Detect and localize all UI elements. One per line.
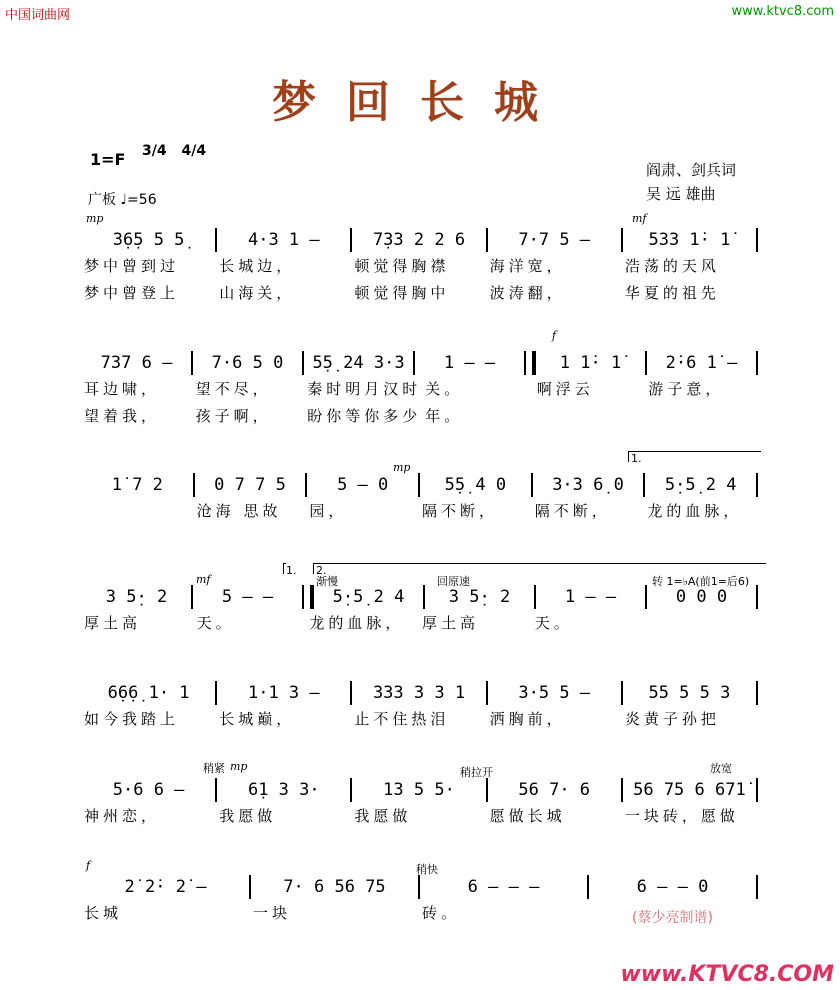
tempo-marking: 广板 ♩=56 (88, 192, 157, 208)
lyric-measure: 我愿做 (354, 807, 412, 825)
repeat-barline (302, 585, 314, 609)
expression-marking: 回原速 (437, 575, 470, 588)
dynamic-marking: mp (86, 212, 104, 225)
expression-marking: 稍快 (416, 863, 438, 876)
measure: 2̇ 2̇· 2̇ – (124, 877, 207, 897)
measure: 6̣1 3 3· (247, 780, 320, 800)
dynamic-marking: mf (196, 573, 211, 586)
lyric-measure: 秦时明月汉时 (307, 380, 422, 398)
notation-line (82, 228, 758, 252)
volta-bracket: 1. (628, 451, 761, 462)
measure: 7·7 5 – (518, 230, 591, 250)
measure: 1 – – (564, 587, 617, 607)
barline (756, 585, 758, 609)
lyric-measure: 沧海 思故 (196, 502, 282, 520)
dynamic-marking: mf (632, 212, 647, 225)
dynamic-marking: mp (230, 760, 248, 773)
song-title: 梦回长城 (272, 77, 568, 128)
lyric-measure: 隔不断， (534, 502, 611, 520)
measure: 2̇·6 1̇ – (665, 353, 738, 373)
lyric-measure: 一块砖，愿做 (624, 807, 739, 825)
measure: 5 – – (221, 587, 274, 607)
lyric-measure: 龙的血脉， (647, 502, 743, 520)
barline (756, 351, 758, 375)
measure: 3 5̣· 2 (448, 587, 511, 607)
lyric-measure: 顿觉得胸中 (354, 284, 450, 302)
lyric-measure: 洒胸前， (489, 710, 566, 728)
measure: 3̣6̣5 5 5̣ (112, 230, 185, 250)
measure: 737 6 – (100, 353, 173, 373)
measure: 1·1 3 – (247, 683, 320, 703)
measure: 4·3 1 – (247, 230, 320, 250)
credits (646, 158, 736, 206)
lyric-measure: 神州恋， (84, 807, 161, 825)
lyric-measure: 我愿做 (219, 807, 277, 825)
music-system (82, 212, 758, 306)
lyric-line (82, 497, 758, 524)
measure: 3 5̣· 2 (105, 587, 168, 607)
music-system (82, 452, 758, 524)
lyric-measure: 长城巅， (219, 710, 296, 728)
measure: 533 1̇· 1̇ (648, 230, 731, 250)
transcriber-credit: (蔡少亮制谱) (632, 910, 713, 926)
measure: 333 3 3 1 (372, 683, 466, 703)
notation-line (82, 875, 758, 899)
measure: 1 1̇· 1̇ (559, 353, 622, 373)
lyric-measure: 华夏的祖先 (624, 284, 720, 302)
lyric-measure: 望着我， (84, 407, 161, 425)
lyric-line (82, 802, 758, 829)
measure: 1 – – (443, 353, 496, 373)
measure: 5·6 6 – (112, 780, 185, 800)
dynamic-marking: f (552, 329, 557, 342)
measure: 1̇ 7 2 (111, 475, 163, 495)
music-system (82, 564, 758, 636)
measure: 56 7· 6 (518, 780, 591, 800)
lyric-measure: 园， (309, 502, 348, 520)
lyric-measure: 厚土高 (422, 614, 480, 632)
measure: 5̣5̣ 4 0 (444, 475, 507, 495)
lyric-measure: 浩荡的天风 (624, 257, 720, 275)
barline (756, 778, 758, 802)
lyric-measure: 盼你等你多少 (307, 407, 422, 425)
music-system (82, 760, 758, 829)
measure: 5̣5̣ 24 3·3 (312, 353, 405, 373)
expression-marking: 稍紧 (203, 762, 225, 775)
expression-marking: 稍拉开 (460, 766, 493, 779)
expression-marking: 转 1=♭A(前1=后6) (652, 575, 750, 588)
repeat-barline (524, 351, 536, 375)
lyric-line (82, 252, 758, 279)
lyric-measure: 梦中曾到过 (84, 257, 180, 275)
site-logo: www.KTVC8.COM (620, 962, 834, 987)
measure: 6̣6̣6̣ 1· 1 (107, 683, 190, 703)
lyric-measure: 山海关， (219, 284, 296, 302)
composer: 吴 远 雄曲 (646, 185, 716, 203)
lyric-measure: 止不住热泪 (354, 710, 450, 728)
volta-bracket: 1. (283, 563, 286, 574)
measure: 0 0 0 (675, 587, 728, 607)
time-signatures (142, 144, 216, 159)
key-signature: 1=F (90, 150, 126, 169)
lyric-measure: 孩子啊， (195, 407, 272, 425)
lyric-measure: 游子意， (648, 380, 725, 398)
measure: 5̣·5̣ 2 4 (332, 587, 405, 607)
dynamic-marking: f (86, 859, 91, 872)
measure: 5 – 0 (337, 475, 389, 495)
time-signature: 4/4 (181, 143, 207, 159)
lyric-measure: 隔不断， (422, 502, 499, 520)
lyric-measure: 长城 (84, 904, 123, 922)
measure: 7·6 5 0 (211, 353, 284, 373)
lyric-measure: 如今我踏上 (84, 710, 180, 728)
lyric-measure: 天。 (196, 614, 235, 632)
measure: 3·5 5 – (518, 683, 591, 703)
lyric-line (82, 705, 758, 732)
measure: 56 75 6 671̇ (633, 780, 746, 800)
lyric-line (82, 402, 758, 429)
site-name: 中国词曲网 (5, 8, 71, 23)
barline (756, 875, 758, 899)
lyric-measure: 天。 (534, 614, 573, 632)
lyric-measure: 耳边啸， (84, 380, 161, 398)
lyricist: 阎肃、剑兵词 (646, 161, 737, 179)
notation-line (82, 681, 758, 705)
expression-marking: 放宽 (710, 762, 732, 775)
lyric-measure: 厚土高 (84, 614, 142, 632)
lyric-measure: 愿做长城 (489, 807, 566, 825)
barline (756, 473, 758, 497)
measure: 5̣·5̣ 2 4 (664, 475, 737, 495)
lyric-line (82, 375, 758, 402)
lyric-measure: 梦中曾登上 (84, 284, 180, 302)
measure: 6 – – – (467, 877, 540, 897)
notation-line (82, 351, 758, 375)
measure: 13 5 5· (383, 780, 455, 800)
expression-marking: 渐慢 (316, 575, 338, 588)
lyric-measure: 年。 (425, 407, 464, 425)
lyric-measure: 顿觉得胸襟 (354, 257, 450, 275)
barline (756, 228, 758, 252)
time-signature: 3/4 (142, 143, 167, 159)
lyric-measure: 望不尽， (195, 380, 272, 398)
lyric-measure: 关。 (425, 380, 464, 398)
lyric-line (82, 279, 758, 306)
measure: 6 – – 0 (636, 877, 709, 897)
lyric-measure: 海洋宽， (489, 257, 566, 275)
lyric-measure: 一块 (253, 904, 292, 922)
notation-line (82, 473, 758, 497)
measure: 7· 6 56 75 (283, 877, 386, 897)
lyric-measure: 炎黄子孙把 (624, 710, 720, 728)
barline (756, 681, 758, 705)
lyric-measure: 啊浮云 (536, 380, 594, 398)
site-url: www.ktvc8.com (731, 4, 834, 19)
notation-line (82, 778, 758, 802)
music-system (82, 681, 758, 732)
lyric-measure: 波涛翻， (489, 284, 566, 302)
lyric-measure: 砖。 (422, 904, 461, 922)
measure: 55 5 5 3 (648, 683, 731, 703)
lyric-measure: 长城边， (219, 257, 296, 275)
dynamic-marking: mp (393, 461, 411, 474)
measure: 0 7 7 5 (214, 475, 286, 495)
music-system (82, 329, 758, 429)
measure: 3·3 6̣ 0 (552, 475, 624, 495)
volta-bracket: 2. (313, 563, 766, 574)
lyric-line (82, 609, 758, 636)
measure: 7̣33 2 2 6 (372, 230, 466, 250)
lyric-measure: 龙的血脉， (309, 614, 405, 632)
